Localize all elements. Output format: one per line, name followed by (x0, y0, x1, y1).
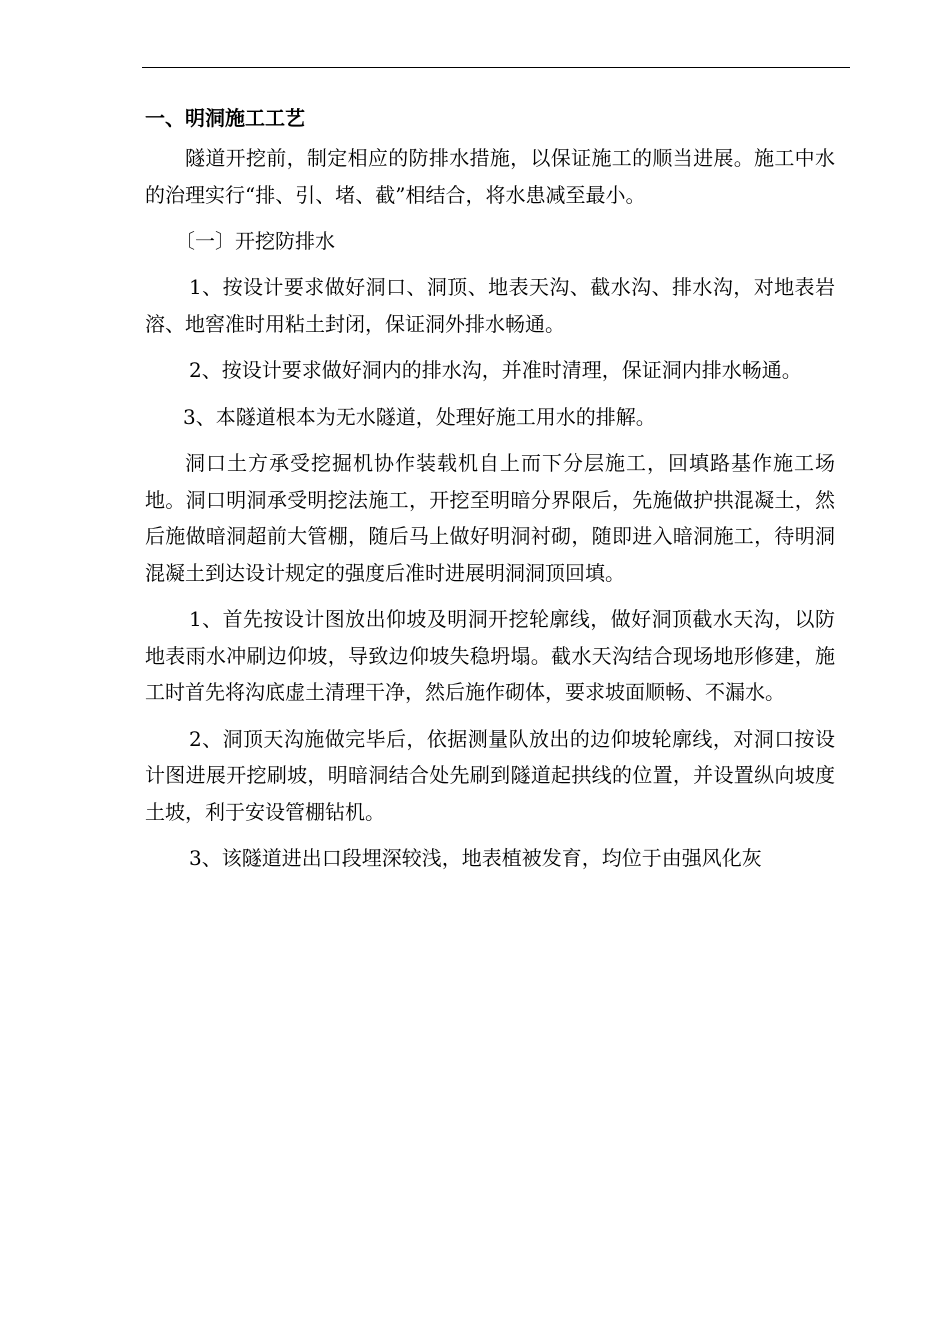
drainage-item-3: 3、本隧道根本为无水隧道，处理好施工用水的排解。 (183, 404, 656, 429)
excavation-item-3: 3、该隧道进出口段埋深较浅，地表植被发育，均位于由强风化灰 (189, 846, 762, 870)
header-rule (142, 67, 850, 68)
document-body (145, 100, 835, 887)
section-title: 一、明洞施工工艺 (145, 106, 305, 130)
excavation-item-1: 1、首先按设计图放出仰坡及明洞开挖轮廓线，做好洞顶截水天沟，以防地表雨水冲刷边仰坡，导致边仰坡失稳坍塌。截水天沟结合现场地形修建，施工时首先将沟底虚土清理干净，然后施作砌体，要求坡面顺畅、不漏水。 (145, 607, 835, 704)
excavation-paragraph: 洞口土方承受挖掘机协作装载机自上而下分层施工，回填路基作施工场地。洞口明洞承受明挖法施工，开挖至明暗分界限后，先施做护拱混凝土，然后施做暗洞超前大管棚，随后马上做好明洞衬砌，随即进入暗洞施工，待明洞混凝土到达设计规定的强度后准时进展明洞洞顶回填。 (145, 451, 835, 585)
drainage-item-2: 2、按设计要求做好洞内的排水沟，并准时清理，保证洞内排水畅通。 (189, 358, 802, 382)
intro-paragraph: 隧道开挖前，制定相应的防排水措施，以保证施工的顺当进展。施工中水的治理实行“排、引、堵、截”相结合，将水患减至最小。 (145, 146, 835, 207)
excavation-item-2: 2、洞顶天沟施做完毕后，依据测量队放出的边仰坡轮廓线，对洞口按设计图进展开挖刷坡，明暗洞结合处先刷到隧道起拱线的位置，并设置纵向坡度土坡，利于安设管棚钻机。 (145, 726, 835, 824)
subsection-title: 〔一〕开挖防排水 (175, 229, 335, 253)
drainage-item-1: 1、按设计要求做好洞口、洞顶、地表天沟、截水沟、排水沟，对地表岩溶、地窖准时用粘土封闭，保证洞外排水畅通。 (145, 275, 835, 336)
